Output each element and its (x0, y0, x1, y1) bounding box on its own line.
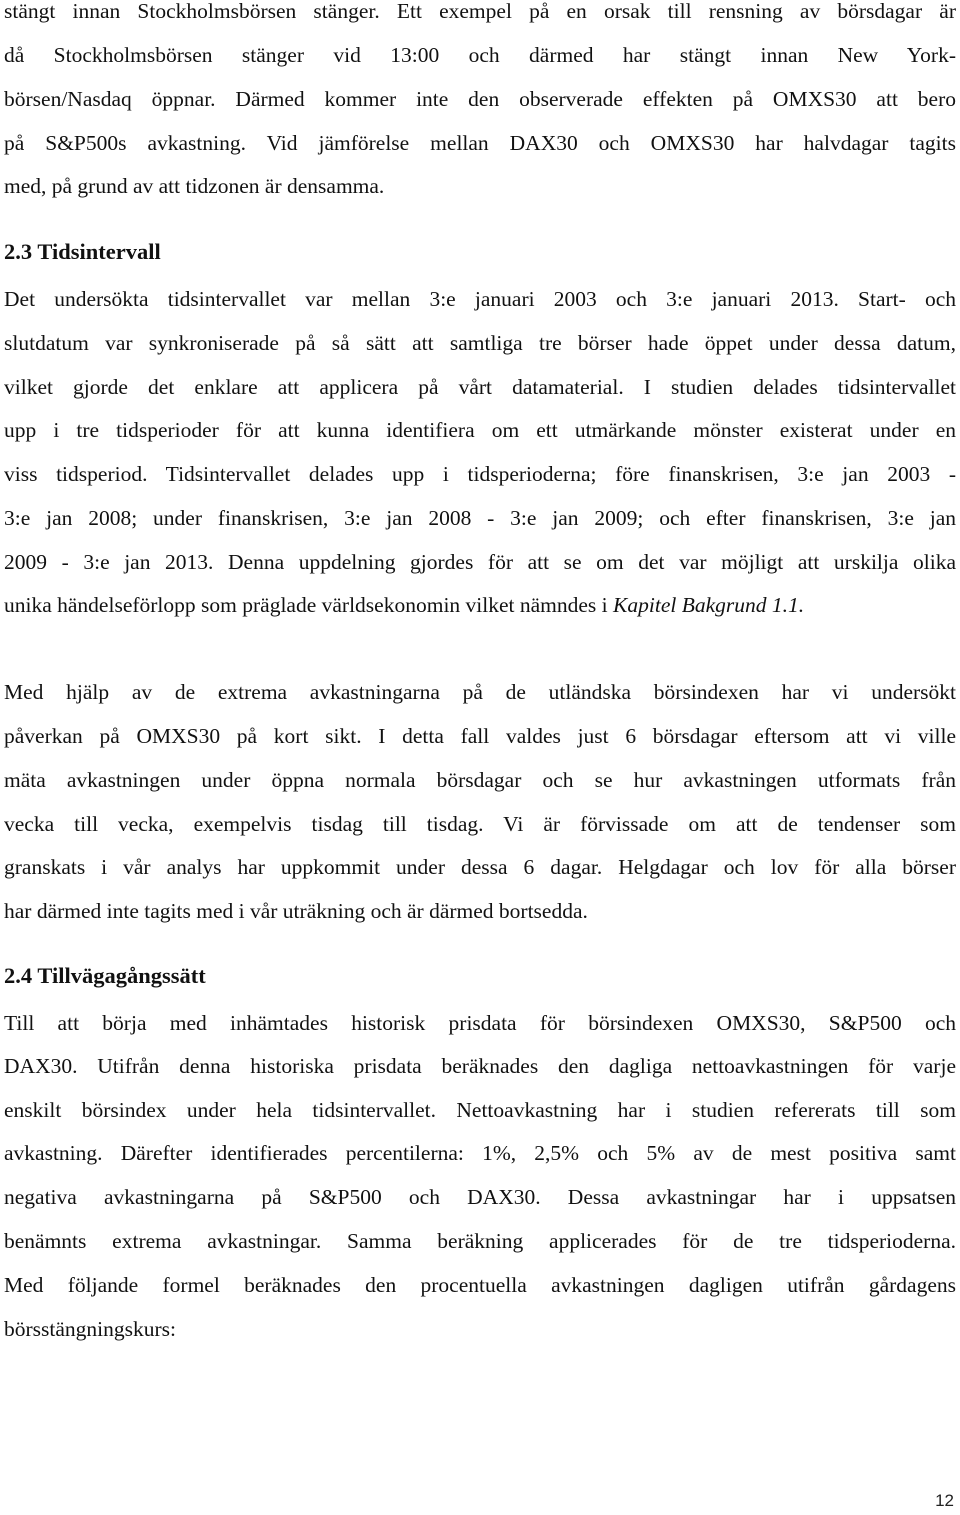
text-line: påverkan på OMXS30 på kort sikt. I detta fall valdes just 6 börsdagar eftersom att vi ville (4, 724, 956, 748)
text-line: på S&P500s avkastning. Vid jämförelse mellan DAX30 och OMXS30 har halvdagar tagits (4, 131, 956, 155)
chapter-reference: Kapitel Bakgrund 1.1. (613, 593, 805, 617)
text-line: med, på grund av att tidzonen är densamma. (4, 174, 385, 198)
text-line: mäta avkastningen under öppna normala börsdagar och se hur avkastningen utformats från (4, 768, 956, 792)
page-number: 12 (935, 1491, 954, 1510)
text-line: börsstängningskurs: (4, 1317, 176, 1341)
text-line: Med hjälp av de extrema avkastningarna på de utländska börsindexen har vi undersökt (4, 680, 956, 704)
section-heading: 2.3 Tidsintervall (4, 239, 161, 264)
text-line: har därmed inte tagits med i vår uträkning och är därmed bortsedda. (4, 899, 588, 923)
text-line: viss tidsperiod. Tidsintervallet delades upp i tidsperioderna; före finanskrisen, 3:e jan 2003 - (4, 462, 956, 486)
text-line-last (4, 591, 956, 619)
text-line: då Stockholmsbörsen stänger vid 13:00 och därmed har stängt innan New York- (4, 43, 956, 67)
text-line: vecka till vecka, exempelvis tisdag till tisdag. Vi är förvissade om att de tendenser som (4, 812, 956, 836)
text-span: unika händelseförlopp som präglade världsekonomin vilket nämndes i (4, 593, 614, 617)
text-line: vilket gjorde det enklare att applicera på vårt datamaterial. I studien delades tidsintervallet (4, 375, 956, 399)
text-line: börsen/Nasdaq öppnar. Därmed kommer inte den observerade effekten på OMXS30 att bero (4, 87, 956, 111)
text-line: stängt innan Stockholmsbörsen stänger. Ett exempel på en orsak till rensning av börsdagar är (4, 0, 956, 23)
text-line: upp i tre tidsperioder för att kunna identifiera om ett utmärkande mönster existerat under en (4, 418, 956, 442)
text-line: Med följande formel beräknades den procentuella avkastningen dagligen utifrån gårdagens (4, 1273, 956, 1297)
text-line: avkastning. Därefter identifierades percentilerna: 1%, 2,5% och 5% av de mest positiva samt (4, 1141, 956, 1165)
text-line: 3:e jan 2008; under finanskrisen, 3:e jan 2008 - 3:e jan 2009; och efter finanskrisen, 3:e jan (4, 506, 956, 530)
text-line: negativa avkastningarna på S&P500 och DAX30. Dessa avkastningar har i uppsatsen (4, 1185, 956, 1209)
text-line: DAX30. Utifrån denna historiska prisdata beräknades den dagliga nettoavkastningen för varje (4, 1054, 956, 1078)
text-line: benämnts extrema avkastningar. Samma beräkning applicerades för de tre tidsperioderna. (4, 1229, 956, 1253)
text-line: enskilt börsindex under hela tidsintervallet. Nettoavkastning har i studien refererats till som (4, 1098, 956, 1122)
text-line: granskats i vår analys har uppkommit under dessa 6 dagar. Helgdagar och lov för alla börser (4, 855, 956, 879)
text-line: Det undersökta tidsintervallet var mellan 3:e januari 2003 och 3:e januari 2013. Start- och (4, 287, 956, 311)
text-line: slutdatum var synkroniserade på så sätt att samtliga tre börser hade öppet under dessa datum, (4, 331, 956, 355)
text-line: Till att börja med inhämtades historisk prisdata för börsindexen OMXS30, S&P500 och (4, 1011, 956, 1035)
section-heading: 2.4 Tillvägagångssätt (4, 963, 206, 988)
text-line: 2009 - 3:e jan 2013. Denna uppdelning gjordes för att se om det var möjligt att urskilja olika (4, 550, 956, 574)
